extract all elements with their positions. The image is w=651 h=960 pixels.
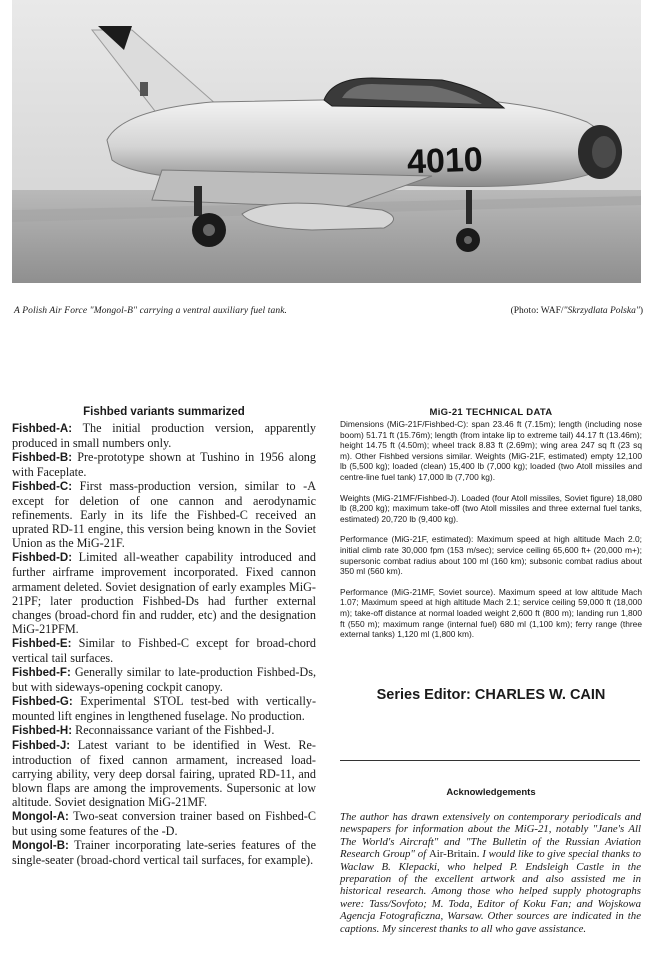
technical-paragraph: Weights (MiG-21MF/Fishbed-J). Loaded (four Atoll missiles, Soviet figure) 18,080 lb (8,200 kg); maximum take-off (two Atoll missiles and three external fuel tanks, estimated) 20,720 lb (9,400 kg). <box>340 492 642 524</box>
technical-paragraph: Performance (MiG-21MF, Soviet source). Maximum speed at low altitude Mach 1.07; Maximum speed at high altitude Mach 2.1; service ceiling 59,000 ft (18,000 m); take-off distance at normal loaded weight 2,600 ft (800 m); landing run 1,800 ft (550 m); maximum range (internal fuel) 680 ml (1,100 km); ferry range (three external tanks) 1,120 ml (1,800 km). <box>340 586 642 640</box>
variants-section <box>12 406 316 867</box>
technical-data-section <box>340 407 642 650</box>
variants-heading: Fishbed variants summarized <box>83 406 245 418</box>
variant-item: Fishbed-C: First mass-production version, similar to -A except for deletion of one cannon and aerodynamic refinements. Early in its life the Fishbed-C received an uprated RD-11 engine, this version being known in the Soviet Union as the MiG-21F. <box>12 479 317 551</box>
variant-item: Fishbed-A: The initial production version, apparently produced in small numbers only. <box>12 421 317 451</box>
variant-item: Fishbed-F: Generally similar to late-production Fishbed-Ds, but with sideways-opening cockpit canopy. <box>12 664 317 694</box>
variant-item: Fishbed-H: Reconnaissance variant of the Fishbed-J. <box>12 722 275 737</box>
variant-item: Fishbed-G: Experimental STOL test-bed with vertically-mounted lift engines in lengthened fuselage. No production. <box>12 693 317 723</box>
variant-item: Mongol-B: Trainer incorporating late-series features of the single-seater (broad-chord vertical tail surfaces, for example). <box>12 838 316 868</box>
acknowledgements-heading: Acknowledgements <box>446 787 536 798</box>
aircraft-marking: 4010 <box>406 140 484 182</box>
variant-item: Fishbed-E: Similar to Fishbed-C except for broad-chord vertical tail surfaces. <box>12 635 317 665</box>
aircraft-photo <box>12 0 641 283</box>
technical-paragraph: Dimensions (MiG-21F/Fishbed-C): span 23.46 ft (7.15m); length (including nose boom) 51.71 ft (15.76m); length (from intake lip to extreme tail) 44.17 ft (13.46m); height 14.75 ft (4.50m); wheel track 8.83 ft (2.69m); wing area 247 sq ft (23 sq m). Other Fishbed versions similar. Weights (MiG-21F, estimated) empty 12,100 lb (5,500 kg); loaded (clean) 15,400 lb (7,000 kg); loaded (two Atoll missiles and centre-line fuel tank) 17,000 lb (7,700 kg). <box>340 419 642 482</box>
photo-caption: A Polish Air Force "Mongol-B" carrying a ventral auxiliary fuel tank. <box>14 306 288 316</box>
variant-item: Fishbed-J: Latest variant to be identified in West. Re-introduction of fixed cannon armament, increased load-carrying ability, very deep dorsal fairing, uprated RD-11, and blown flaps are among the improvements. Supersonic at low altitude. Soviet designation MiG-21MF. <box>12 738 316 810</box>
variant-item: Mongol-A: Two-seat conversion trainer based on Fishbed-C but using some features of the -D. <box>12 809 316 839</box>
technical-paragraph: Performance (MiG-21F, estimated): Maximum speed at high altitude Mach 2.0; initial climb rate 30,000 fpm (153 m/sec); service ceiling 65,600 ft+ (20,000 m+); supersonic combat radius about 100 ml (160 km); subsonic combat radius about 350 ml (560 km). <box>340 534 642 577</box>
acknowledgements-text: The author has drawn extensively on contemporary periodicals and newspapers for information about the MiG-21, notably "Jane's All The World's Aircraft" and "The Bulletin of the Russian Aviation Research Group" of Air-Britain. I would like to give special thanks to Waclaw B. Klepacki, who helped P. Endsleigh Castle in the preparation of the excellent artwork and also assisted me in historical research. Among those who helped supply photographs were: Tass/Sovfoto; M. Toda, Editor of Koku Fan; and Wojskowa Agencja Fotograficzna, Warsaw. Other sources are indicated in the captions. My sincerest thanks to all who gave assistance. <box>340 811 641 935</box>
photo-credit: (Photo: WAF/"Skrzydlata Polska") <box>510 306 643 316</box>
series-editor: Series Editor: CHARLES W. CAIN <box>376 687 606 703</box>
variant-item: Fishbed-D: Limited all-weather capability introduced and further airframe improvement incorporated. Fixed cannon armament deleted. Soviet designation of early examples MiG-21PF; later production Fishbed-Ds had further external changes (broad-chord fin and rudder, etc) and the designation MiG-21PFM. <box>12 550 317 636</box>
technical-data-heading: MiG-21 TECHNICAL DATA <box>429 407 553 418</box>
divider <box>340 760 640 761</box>
variant-item: Fishbed-B: Pre-prototype shown at Tushino in 1956 along with Faceplate. <box>12 450 316 480</box>
